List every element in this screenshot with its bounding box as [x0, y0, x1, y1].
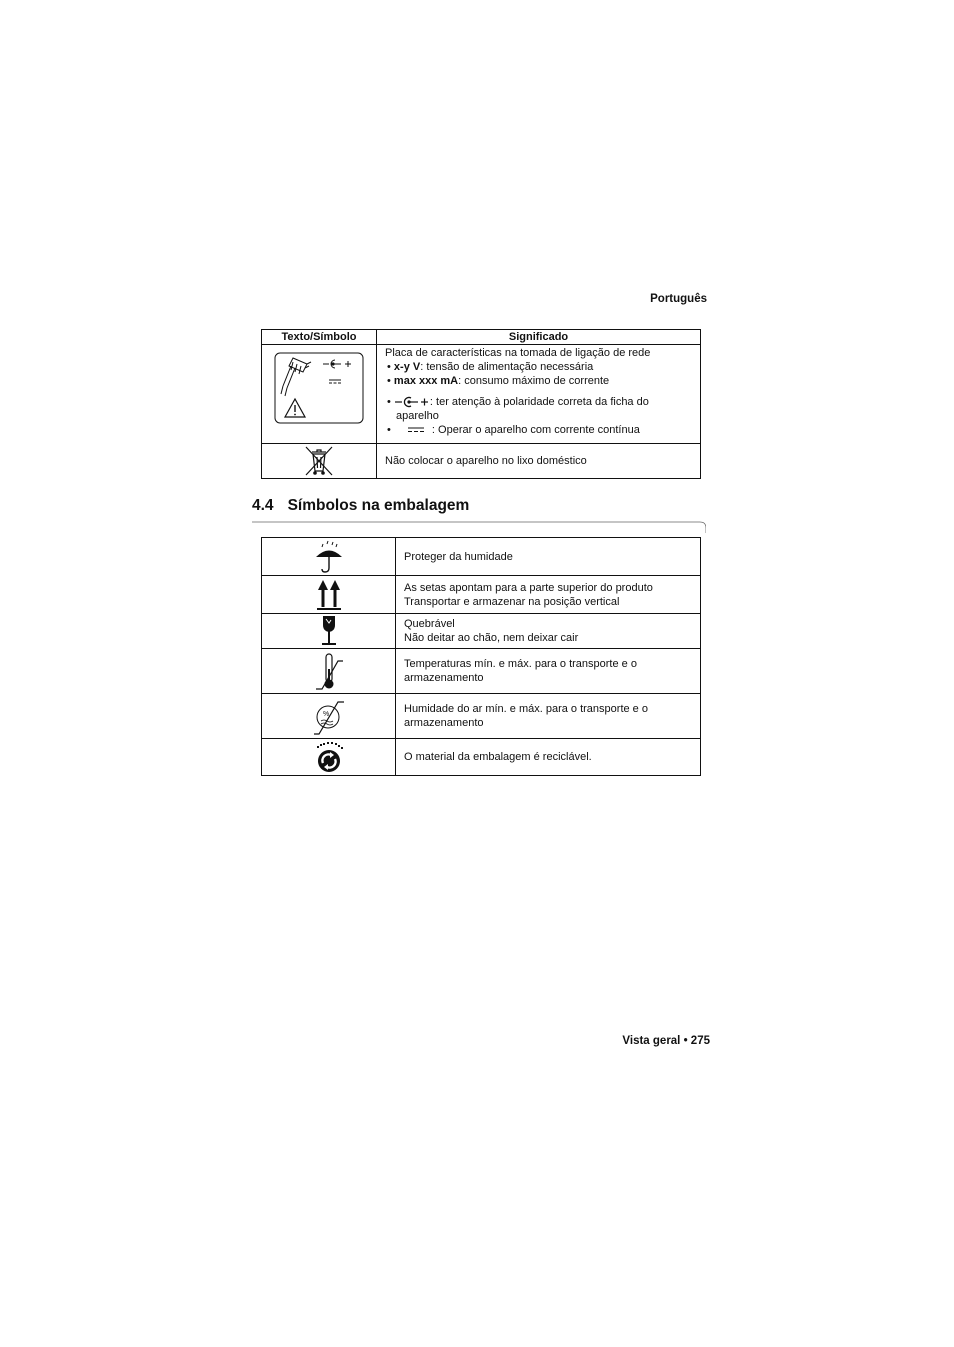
section-title: Símbolos na embalagem	[287, 497, 470, 514]
icon-cell	[262, 739, 396, 776]
crossed-bin-icon	[304, 445, 334, 477]
icon-cell	[262, 694, 396, 739]
list-item: • : Operar o aparelho com corrente contínua	[387, 424, 640, 436]
icon-cell	[262, 649, 396, 694]
dc-current-icon	[396, 425, 432, 435]
rating-plate-description	[377, 345, 701, 444]
description-cell: Quebrável Não deitar ao chão, nem deixar cair	[396, 614, 701, 649]
temperature-limit-icon	[314, 651, 344, 691]
svg-text:%: %	[322, 711, 329, 718]
language-label: Português	[650, 293, 707, 305]
rating-plate-cell	[262, 345, 377, 444]
green-dot-recycle-icon	[312, 740, 346, 774]
section-divider	[252, 521, 706, 534]
icon-cell	[262, 538, 396, 576]
symbols-table	[261, 329, 701, 479]
packaging-symbols-table	[261, 537, 701, 776]
rating-plate-intro: Placa de características na tomada de ligação de rede	[385, 347, 651, 359]
table-header-row	[262, 330, 701, 345]
rating-plate-icon	[271, 350, 367, 428]
up-arrows-icon	[315, 578, 343, 612]
waste-description: Não colocar o aparelho no lixo doméstico	[377, 444, 701, 479]
section-heading	[252, 497, 469, 515]
table-row	[262, 739, 701, 776]
polarity-icon	[394, 396, 430, 408]
table-row	[262, 444, 701, 479]
humidity-limit-icon	[312, 696, 346, 736]
fragile-glass-icon	[319, 615, 339, 647]
table-row	[262, 649, 701, 694]
description-cell: Humidade do ar mín. e máx. para o transporte e o armazenamento	[396, 694, 701, 739]
column-header-symbol: Texto/Símbolo	[262, 330, 377, 345]
description-cell: As setas apontam para a parte superior do produto Transportar e armazenar na posição vertical	[396, 576, 701, 614]
list-item-continuation: aparelho	[396, 410, 439, 422]
description-cell: O material da embalagem é reciclável.	[396, 739, 701, 776]
page-footer: Vista geral • 275	[622, 1035, 710, 1047]
umbrella-rain-icon	[314, 540, 344, 574]
table-row	[262, 345, 701, 444]
icon-cell	[262, 614, 396, 649]
table-row	[262, 576, 701, 614]
section-number: 4.4	[252, 497, 274, 514]
waste-symbol-cell	[262, 444, 377, 479]
table-row	[262, 694, 701, 739]
column-header-meaning: Significado	[377, 330, 701, 345]
list-item: • max xxx mA: consumo máximo de corrente	[387, 375, 610, 387]
description-cell: Proteger da humidade	[396, 538, 701, 576]
list-item: • x-y V: tensão de alimentação necessária	[387, 361, 594, 373]
table-row	[262, 538, 701, 576]
icon-cell	[262, 576, 396, 614]
list-item: • : ter atenção à polaridade correta da ficha do	[387, 396, 649, 408]
description-cell: Temperaturas mín. e máx. para o transporte e o armazenamento	[396, 649, 701, 694]
table-row	[262, 614, 701, 649]
